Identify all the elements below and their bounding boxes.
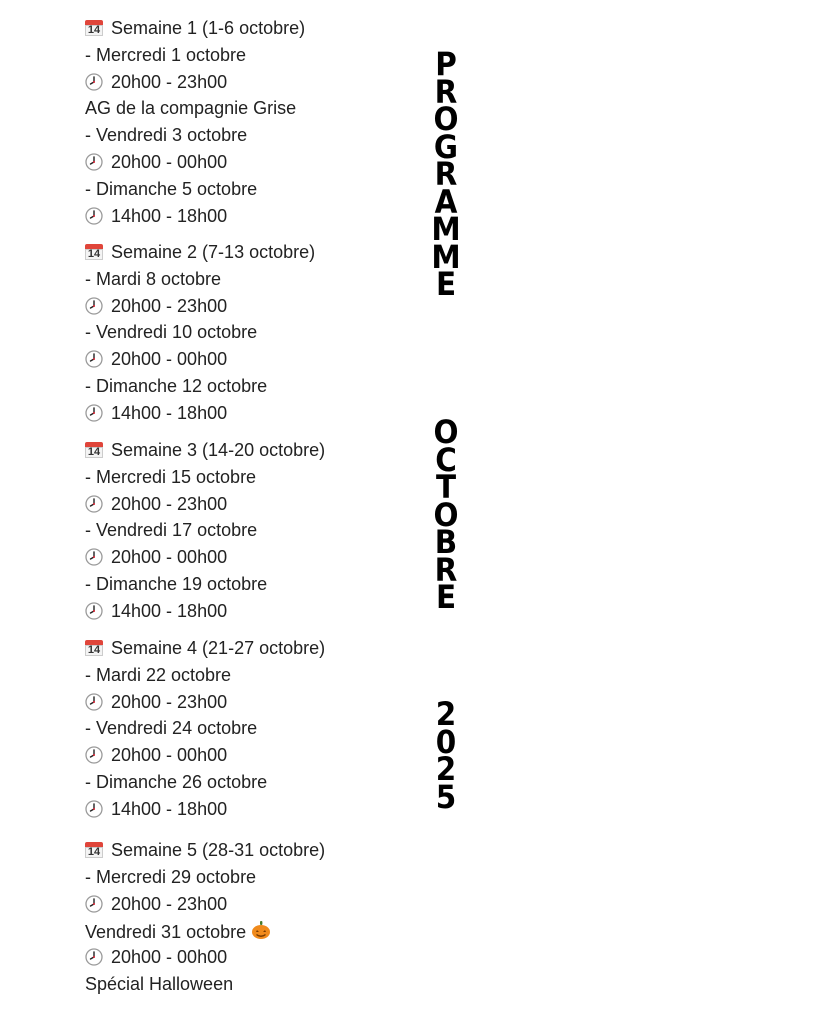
time-text: 20h00 - 23h00 <box>111 295 228 316</box>
calendar-icon: 14 <box>85 841 103 859</box>
time-text: 20h00 - 23h00 <box>111 493 228 514</box>
week-heading <box>85 18 305 38</box>
time-text: 14h00 - 18h00 <box>111 205 228 226</box>
time-slot <box>85 692 227 712</box>
day-text: - Vendredi 3 octobre <box>85 125 248 146</box>
time-slot <box>85 745 227 765</box>
day-text: - Vendredi 10 octobre <box>85 322 258 343</box>
clock-icon <box>85 948 103 966</box>
clock-icon <box>85 207 103 225</box>
clock-icon <box>85 495 103 513</box>
time-text: 20h00 - 00h00 <box>111 152 228 172</box>
calendar-icon: 14 <box>85 639 103 657</box>
day-text: - Mercredi 1 octobre <box>85 44 247 65</box>
clock-icon <box>85 895 103 913</box>
pumpkin-icon <box>251 920 271 944</box>
time-text: 20h00 - 23h00 <box>111 71 228 92</box>
calendar-icon: 14 <box>85 19 103 37</box>
day-text: - Mercredi 15 octobre <box>85 466 257 487</box>
clock-icon <box>85 800 103 818</box>
day-entry <box>85 772 267 792</box>
day-text: - Dimanche 12 octobre <box>85 376 268 396</box>
week-title: Semaine 2 (7-13 octobre) <box>111 242 316 262</box>
day-entry <box>85 269 221 289</box>
day-entry <box>85 665 231 685</box>
week-heading <box>85 242 315 262</box>
clock-icon <box>85 404 103 422</box>
clock-icon <box>85 746 103 764</box>
week-heading <box>85 638 325 658</box>
day-entry <box>85 125 247 145</box>
note-text: Spécial Halloween <box>85 974 234 994</box>
day-text: Vendredi 31 octobre <box>85 922 247 943</box>
week-title: Semaine 1 (1-6 octobre) <box>111 18 306 38</box>
time-slot <box>85 494 227 514</box>
day-entry <box>85 718 257 738</box>
time-text: 14h00 - 18h00 <box>111 402 228 423</box>
day-text: - Mercredi 29 octobre <box>85 866 257 887</box>
time-text: 14h00 - 18h00 <box>111 600 228 621</box>
event-note <box>85 98 296 118</box>
time-text: 20h00 - 23h00 <box>111 893 228 914</box>
time-slot <box>85 349 227 369</box>
time-slot <box>85 296 227 316</box>
time-text: 14h00 - 18h00 <box>111 798 228 819</box>
calendar-icon: 14 <box>85 243 103 261</box>
clock-icon <box>85 350 103 368</box>
time-slot <box>85 894 227 914</box>
day-text: - Vendredi 24 octobre <box>85 718 258 739</box>
calendar-icon: 14 <box>85 441 103 459</box>
week-heading <box>85 440 325 460</box>
day-text: - Dimanche 19 octobre <box>85 574 268 594</box>
day-entry <box>85 920 271 944</box>
vertical-title-word: P R O G R A M M E <box>431 45 461 303</box>
time-text: 20h00 - 23h00 <box>111 691 228 712</box>
day-entry <box>85 45 246 65</box>
day-entry <box>85 574 267 594</box>
clock-icon <box>85 693 103 711</box>
day-text: - Dimanche 26 octobre <box>85 772 268 792</box>
week-title: Semaine 3 (14-20 octobre) <box>111 440 326 460</box>
note-text: AG de la compagnie Grise <box>85 98 297 119</box>
day-entry <box>85 179 257 199</box>
day-entry <box>85 322 257 342</box>
day-entry <box>85 467 256 487</box>
week-title: Semaine 4 (21-27 octobre) <box>111 638 326 658</box>
vertical-title-word: 2 0 2 5 <box>435 695 457 816</box>
day-text: - Vendredi 17 octobre <box>85 520 258 541</box>
time-slot <box>85 601 227 621</box>
clock-icon <box>85 153 103 171</box>
day-entry <box>85 867 256 887</box>
day-text: - Dimanche 5 octobre <box>85 178 258 199</box>
week-title: Semaine 5 (28-31 octobre) <box>111 840 326 860</box>
clock-icon <box>85 548 103 566</box>
time-slot <box>85 547 227 567</box>
week-heading <box>85 840 325 860</box>
day-text: - Mardi 22 octobre <box>85 664 232 685</box>
day-entry <box>85 520 257 540</box>
vertical-title-word: O C T O B R E <box>433 413 459 616</box>
day-text: - Mardi 8 octobre <box>85 268 222 289</box>
clock-icon <box>85 73 103 91</box>
time-slot <box>85 403 227 423</box>
event-note <box>85 974 233 994</box>
time-slot <box>85 152 227 172</box>
time-slot <box>85 947 227 967</box>
time-text: 20h00 - 00h00 <box>111 947 228 968</box>
time-slot <box>85 206 227 226</box>
time-text: 20h00 - 00h00 <box>111 547 228 568</box>
time-slot <box>85 799 227 819</box>
time-text: 20h00 - 00h00 <box>111 349 228 370</box>
time-slot <box>85 72 227 92</box>
day-entry <box>85 376 267 396</box>
time-text: 20h00 - 00h00 <box>111 745 228 766</box>
clock-icon <box>85 297 103 315</box>
clock-icon <box>85 602 103 620</box>
